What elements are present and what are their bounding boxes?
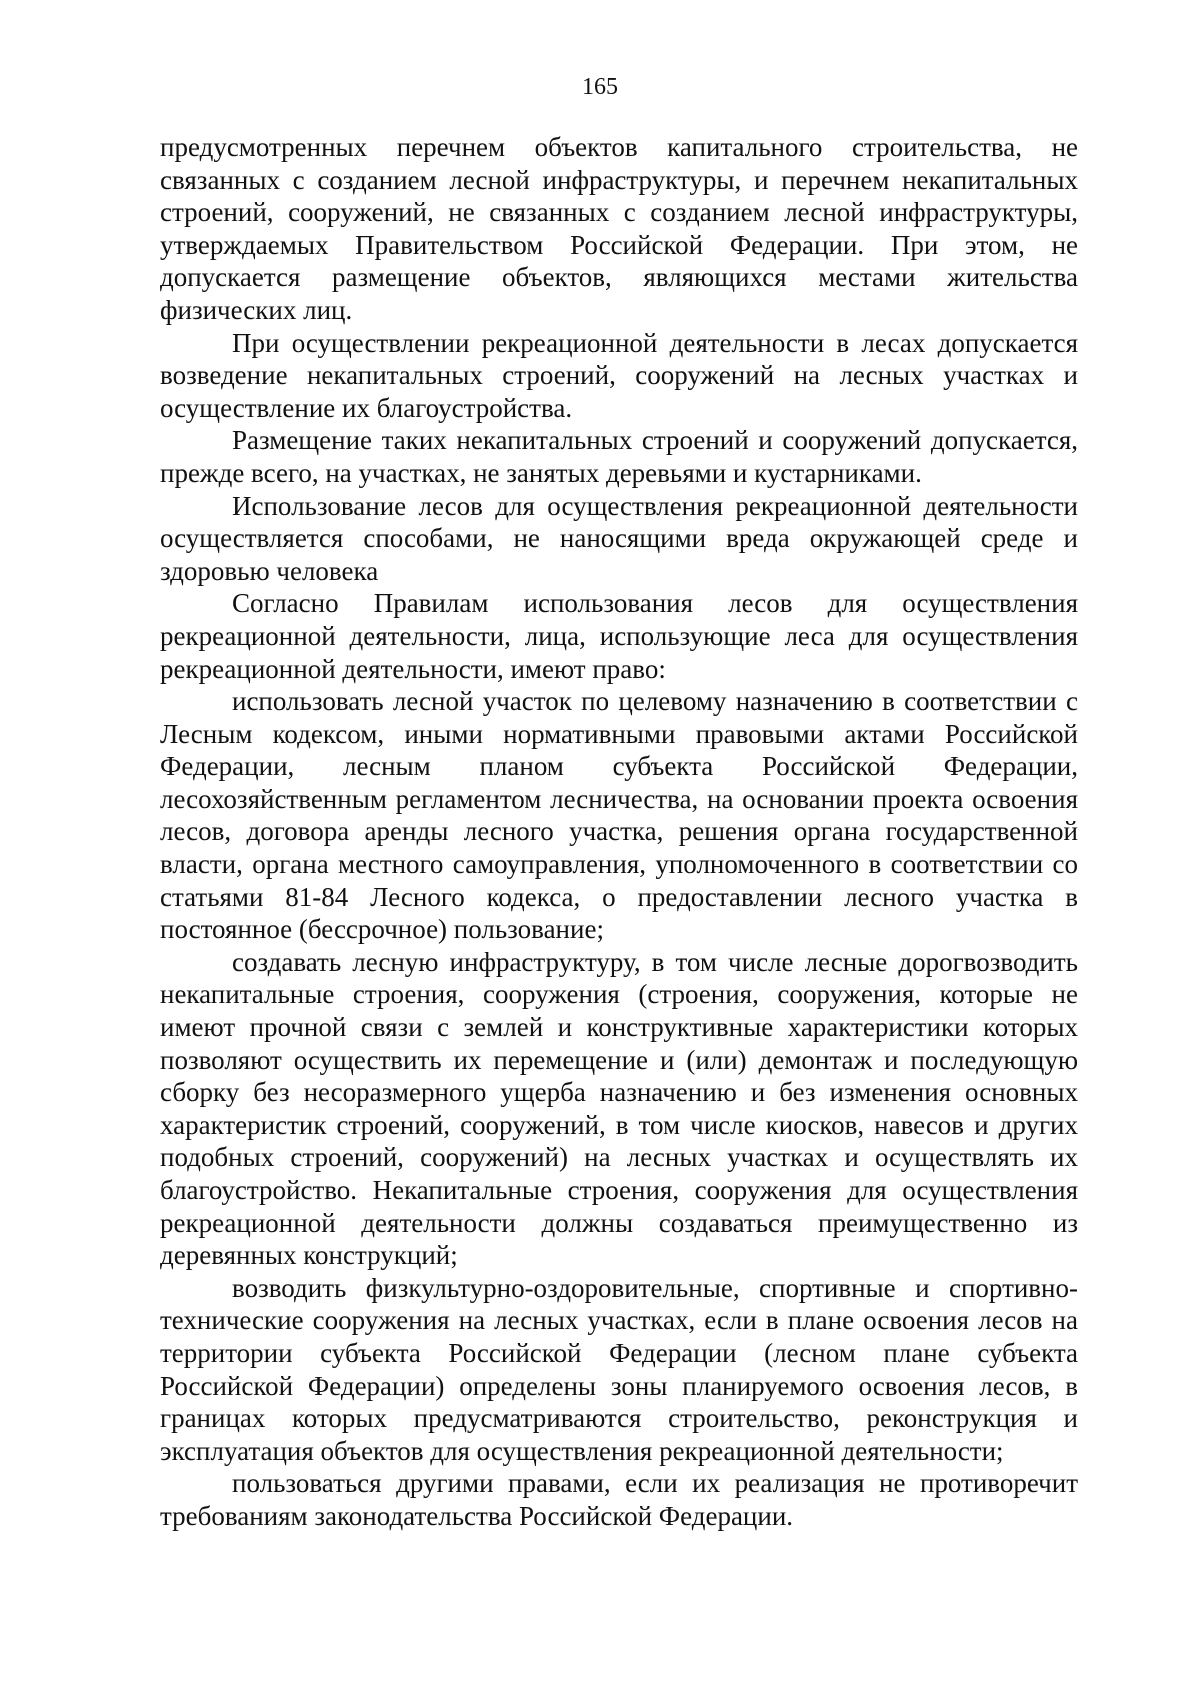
paragraph-2: При осуществлении рекреационной деятельности в лесах допускается возведение некапитальных строений, сооружений на лесных участках и осуществление их благоустройства.: [160, 327, 1078, 423]
paragraph-7: создавать лесную инфраструктуру, в том числе лесные дорогвозводить некапитальные строения, сооружения (строения, сооружения, которые не имеют прочной связи с землей и конструктивные характеристики которых позволяют осуществить их перемещение и (или) демонтаж и последующую сборку без несоразмерного ущерба назначению и без изменения основных характеристик строений, сооружений, в том числе киосков, навесов и других подобных строений, сооружений) на лесных участках и осуществлять их благоустройство. Некапитальные строения, сооружения для осуществления рекреационной деятельности должны создаваться преимущественно из деревянных конструкций;: [160, 946, 1078, 1271]
paragraph-3: Размещение таких некапитальных строений и сооружений допускается, прежде всего, на участках, не занятых деревьями и кустарниками.: [160, 425, 1078, 488]
page-number: 165: [582, 74, 618, 100]
paragraph-5: Согласно Правилам использования лесов для осуществления рекреационной деятельности, лица, использующие леса для осуществления рекреационной деятельности, имеют право:: [160, 588, 1078, 684]
paragraph-6: использовать лесной участок по целевому назначению в соответствии с Лесным кодексом, иными нормативными правовыми актами Российской Федерации, лесным планом субъекта Российской Федерации, лесохозяйственным регламентом лесничества, на основании проекта освоения лесов, договора аренды лесного участка, решения органа государственной власти, органа местного самоуправления, уполномоченного в соответствии со статьями 81-84 Лесного кодекса, о предоставлении лесного участка в постоянное (бессрочное) пользование;: [160, 686, 1078, 945]
document-body: [160, 131, 1078, 1533]
paragraph-9: пользоваться другими правами, если их реализация не противоречит требованиям законодательства Российской Федерации.: [160, 1468, 1078, 1531]
paragraph-1: предусмотренных перечнем объектов капитального строительства, не связанных с созданием лесной инфраструктуры, и перечнем некапитальных строений, сооружений, не связанных с созданием лесной инфраструктуры, утверждаемых Правительством Российской Федерации. При этом, не допускается размещение объектов, являющихся местами жительства физических лиц.: [160, 132, 1078, 325]
paragraph-4: Использование лесов для осуществления рекреационной деятельности осуществляется способами, не наносящими вреда окружающей среде и здоровью человека: [160, 490, 1078, 586]
paragraph-8: возводить физкультурно-оздоровительные, спортивные и спортивно-технические сооружения на лесных участках, если в плане освоения лесов на территории субъекта Российской Федерации (лесном плане субъекта Российской Федерации) определены зоны планируемого освоения лесов, в границах которых предусматриваются строительство, реконструкция и эксплуатация объектов для осуществления рекреационной деятельности;: [160, 1272, 1078, 1466]
